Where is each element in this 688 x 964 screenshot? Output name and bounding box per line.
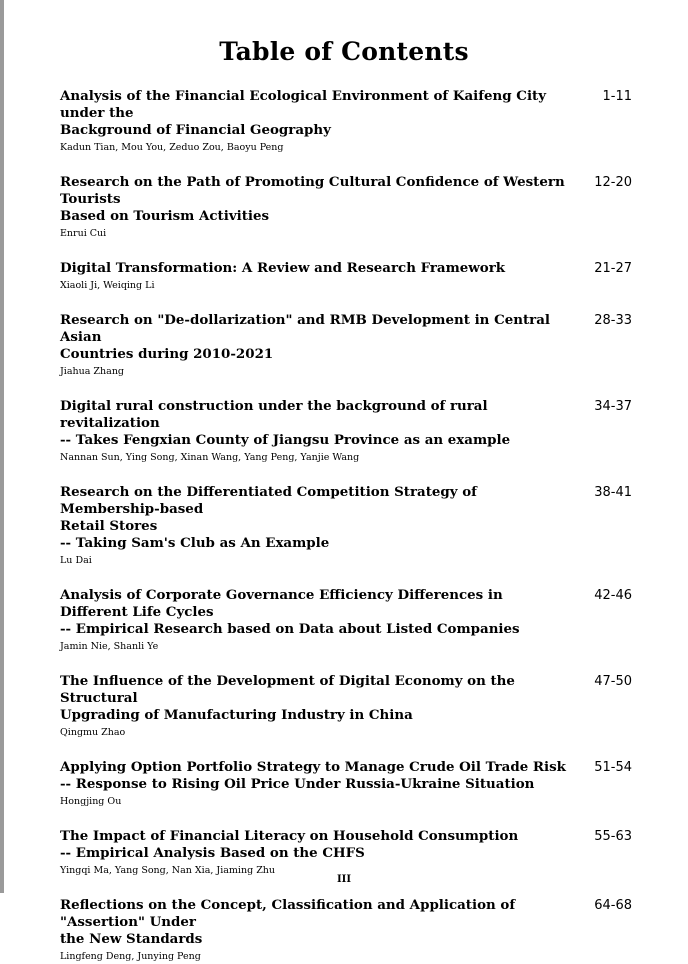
toc-entry bbox=[60, 88, 640, 155]
table-of-contents bbox=[60, 88, 640, 964]
entry-authors: Yingqi Ma, Yang Song, Nan Xia, Jiaming Zhu bbox=[60, 865, 276, 876]
entry-title: Digital rural construction under the background of rural revitalization -- Takes Fengxian County of Jiangsu Province as an example bbox=[60, 398, 511, 448]
toc-entry bbox=[60, 897, 640, 964]
entry-authors: Enrui Cui bbox=[60, 228, 107, 239]
entry-authors: Jiahua Zhang bbox=[60, 366, 125, 377]
entry-page-range: 64-68 bbox=[594, 898, 632, 913]
toc-entry bbox=[60, 673, 640, 740]
entry-title: Research on the Path of Promoting Cultural Confidence of Western Tourists Based on Tourism Activities bbox=[60, 174, 565, 224]
entry-title: Analysis of the Financial Ecological Environment of Kaifeng City under the Background of Financial Geography bbox=[60, 88, 547, 138]
entry-page-range: 1-11 bbox=[602, 89, 632, 104]
entry-page-range: 47-50 bbox=[594, 674, 632, 689]
entry-title: Analysis of Corporate Governance Efficiency Differences in Different Life Cycles -- Empirical Research based on Data about Listed Companies bbox=[60, 587, 520, 637]
entry-authors: Lingfeng Deng, Junying Peng bbox=[60, 951, 201, 962]
page-number: III bbox=[336, 874, 352, 885]
entry-authors: Qingmu Zhao bbox=[60, 727, 126, 738]
toc-entry bbox=[60, 587, 640, 654]
toc-entry bbox=[60, 828, 640, 878]
toc-entry bbox=[60, 260, 640, 293]
entry-page-range: 12-20 bbox=[594, 175, 632, 190]
entry-page-range: 55-63 bbox=[594, 829, 632, 844]
toc-entry bbox=[60, 759, 640, 809]
entry-page-range: 38-41 bbox=[594, 485, 632, 500]
entry-title: Applying Option Portfolio Strategy to Manage Crude Oil Trade Risk -- Response to Rising Oil Price Under Russia-Ukraine Situation bbox=[60, 759, 566, 792]
entry-page-range: 51-54 bbox=[594, 760, 632, 775]
entry-authors: Lu Dai bbox=[60, 555, 92, 566]
entry-page-range: 34-37 bbox=[594, 399, 632, 414]
entry-title: Research on "De-dollarization" and RMB Development in Central Asian Countries during 2010-2021 bbox=[60, 312, 550, 362]
page-left-border bbox=[0, 0, 4, 893]
entry-authors: Jamin Nie, Shanli Ye bbox=[60, 641, 159, 652]
toc-entry bbox=[60, 312, 640, 379]
entry-authors: Xiaoli Ji, Weiqing Li bbox=[60, 280, 155, 291]
entry-title: Digital Transformation: A Review and Research Framework bbox=[60, 260, 506, 276]
entry-title: Research on the Differentiated Competition Strategy of Membership-based Retail Stores -- Taking Sam's Club as An Example bbox=[60, 484, 477, 551]
toc-entry bbox=[60, 484, 640, 568]
entry-authors: Hongjing Ou bbox=[60, 796, 122, 807]
entry-title: The Impact of Financial Literacy on Household Consumption -- Empirical Analysis Based on the CHFS bbox=[60, 828, 519, 861]
entry-page-range: 42-46 bbox=[594, 588, 632, 603]
entry-title: Reflections on the Concept, Classification and Application of "Assertion" Under the New Standards bbox=[60, 897, 516, 947]
entry-page-range: 21-27 bbox=[594, 261, 632, 276]
entry-authors: Kadun Tian, Mou You, Zeduo Zou, Baoyu Peng bbox=[60, 142, 284, 153]
page-title: Table of Contents bbox=[219, 36, 469, 66]
entry-page-range: 28-33 bbox=[594, 313, 632, 328]
entry-title: The Influence of the Development of Digital Economy on the Structural Upgrading of Manufacturing Industry in China bbox=[60, 673, 515, 723]
toc-entry bbox=[60, 174, 640, 241]
toc-entry bbox=[60, 398, 640, 465]
entry-authors: Nannan Sun, Ying Song, Xinan Wang, Yang Peng, Yanjie Wang bbox=[60, 452, 360, 463]
